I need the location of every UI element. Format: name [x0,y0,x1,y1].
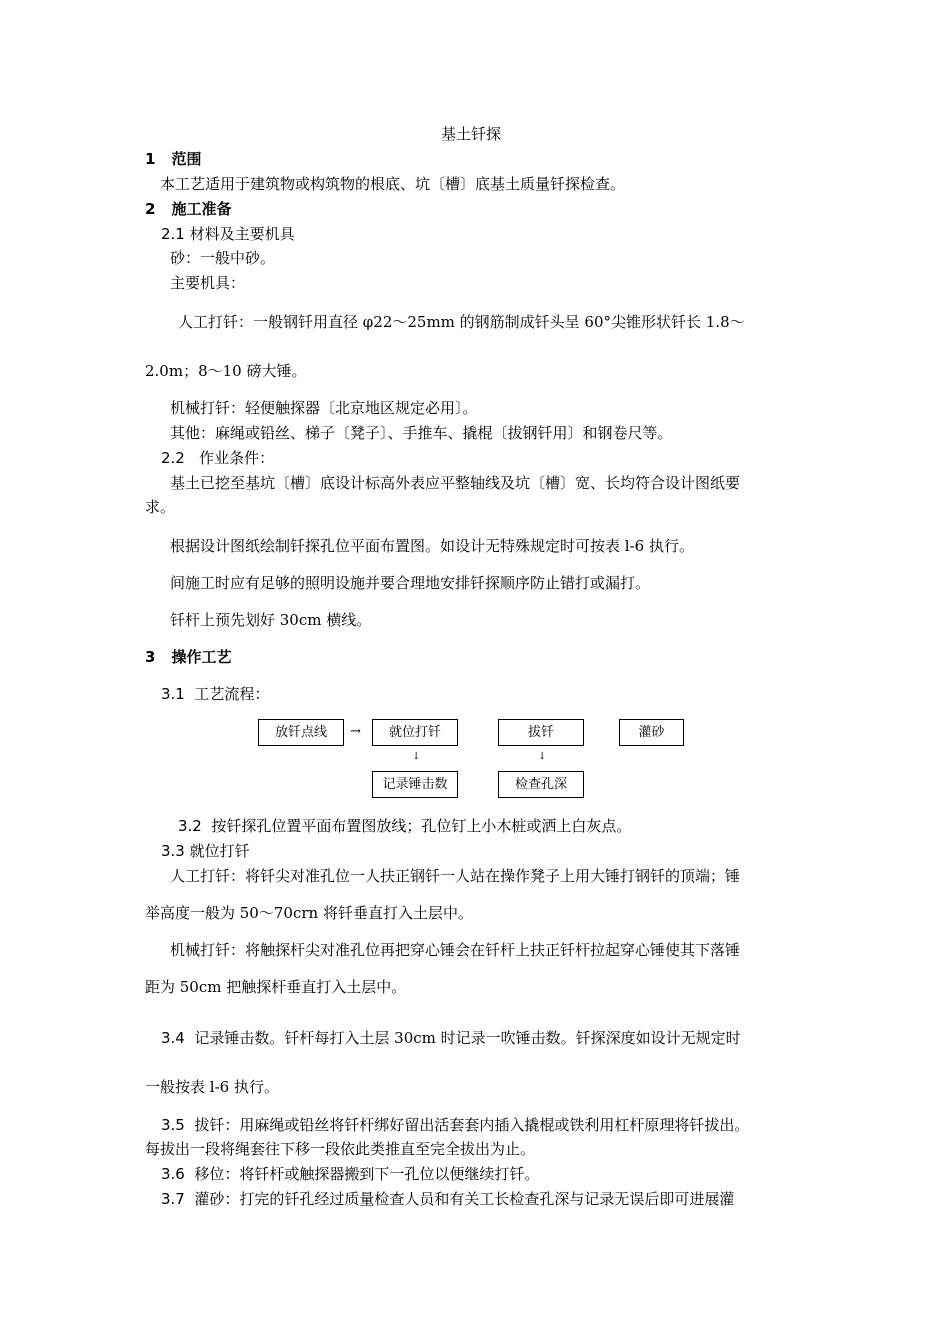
paragraph-3-4-line1 [161,1028,741,1048]
paragraph-mechanical: 机械打钎：轻便触探器〔北京地区规定必用〕。 [170,399,478,417]
paragraph-3-3-mech-line2: 距为 50cm 把触探杆垂直打入土层中。 [145,978,407,996]
paragraph-3-3-manual-line2: 举高度一般为 50～70crn 将钎垂直打入土层中。 [145,904,473,922]
paragraph-condition-4: 钎杆上预先划好 30cm 横线。 [170,611,372,629]
page-title: 基土钎探 [441,125,502,143]
flow-box-record: 记录锤击数 [372,771,458,798]
paragraph-3-3-mech-line1: 机械打钎：将触探杆尖对准孔位再把穿心锤会在钎杆上扶正钎杆拉起穿心锤使其下落锤 [170,941,741,959]
subsection-3-1 [161,684,269,704]
flow-box-drive: 就位打钎 [372,719,458,746]
paragraph-text: 拔钎：用麻绳或铅丝将钎杆绑好留出活套套内插入撬棍或铁利用杠杆原理将钎拔出。 [194,1116,750,1134]
paragraph-number: 3.7 [161,1190,185,1208]
section-2-heading [145,199,231,219]
section-number: 2 [145,200,156,218]
paragraph-3-6 [161,1164,539,1184]
paragraph-condition-1-line2: 求。 [145,498,176,516]
flow-box-check-depth: 检查孔深 [498,771,584,798]
section-3-heading [145,647,231,667]
flow-box-pull: 拔钎 [498,719,584,746]
paragraph-sand: 砂：一般中砂。 [170,249,276,267]
paragraph-3-2 [178,816,631,836]
section-title: 操作工艺 [171,648,232,666]
subsection-number: 2.1 [161,225,185,243]
subsection-number: 2.2 [161,449,185,467]
paragraph-other: 其他：麻绳或铅丝、梯子〔凳子〕、手推车、撬棍〔拔钢钎用〕和钢卷尺等。 [170,424,673,442]
paragraph-number: 3.6 [161,1165,185,1183]
flow-box-layout: 放钎点线 [258,719,344,746]
paragraph-3-4-line2: 一般按表 l-6 执行。 [145,1078,279,1096]
paragraph-manual-line1: 人工打钎：一般钢钎用直径 φ22～25mm 的钢筋制成钎头呈 60°尖锥形状钎长 1.8～ [178,313,745,331]
paragraph-text: 按钎探孔位置平面布置图放线；孔位钉上小木桩或洒上白灰点。 [211,817,632,835]
paragraph-number: 3.3 [161,842,185,860]
paragraph-manual-line2: 2.0m；8～10 磅大锤。 [145,362,307,380]
paragraph-3-3 [161,841,250,861]
paragraph-text: 就位打钎 [189,842,250,860]
section-1-heading [145,149,201,169]
flow-arrow-right: → [350,724,361,739]
paragraph-text: 移位：将钎杆或触探器搬到下一孔位以便继续打钎。 [194,1165,540,1183]
paragraph-text: 记录锤击数。钎杆每打入土层 30cm 时记录一吹锤击数。钎探深度如设计无规定时 [194,1029,741,1047]
paragraph-condition-3: 间施工时应有足够的照明设施并要合理地安排钎探顺序防止错打或漏打。 [170,574,651,592]
paragraph-3-3-manual-line1: 人工打钎：将钎尖对准孔位一人扶正钢钎一人站在操作凳子上用大锤打钢钎的顶端；锤 [170,867,741,885]
subsection-2-1 [161,224,295,244]
paragraph-tools: 主要机具： [170,274,246,292]
section-title: 范围 [171,150,202,168]
flow-arrow-down: ↓ [538,751,547,762]
paragraph-3-7 [161,1189,734,1209]
subsection-2-2 [161,448,274,468]
paragraph-3-5-line2: 每拔出一段将绳套往下移一段依此类推直至完全拔出为止。 [145,1140,536,1158]
section-1-text: 本工艺适用于建筑物或构筑物的根底、坑〔槽〕底基土质量钎探检查。 [160,175,626,193]
paragraph-condition-2: 根据设计图纸绘制钎探孔位平面布置图。如设计无特殊规定时可按表 l-6 执行。 [170,537,694,555]
subsection-number: 3.1 [161,685,185,703]
flow-arrow-down: ↓ [412,751,421,762]
paragraph-number: 3.4 [161,1029,185,1047]
paragraph-number: 3.5 [161,1116,185,1134]
subsection-title: 作业条件： [199,449,275,467]
paragraph-text: 灌砂：打完的钎孔经过质量检查人员和有关工长检查孔深与记录无误后即可进展灌 [194,1190,735,1208]
section-number: 1 [145,150,156,168]
paragraph-3-5-line1 [161,1115,749,1135]
section-title: 施工准备 [171,200,232,218]
paragraph-number: 3.2 [178,817,202,835]
subsection-title: 材料及主要机具 [189,225,295,243]
subsection-title: 工艺流程： [194,685,270,703]
section-number: 3 [145,648,156,666]
paragraph-condition-1-line1: 基土已挖至基坑〔槽〕底设计标高外表应平整轴线及坑〔槽〕宽、长均符合设计图纸要 [170,474,741,492]
flow-box-fill-sand: 灌砂 [619,719,684,746]
